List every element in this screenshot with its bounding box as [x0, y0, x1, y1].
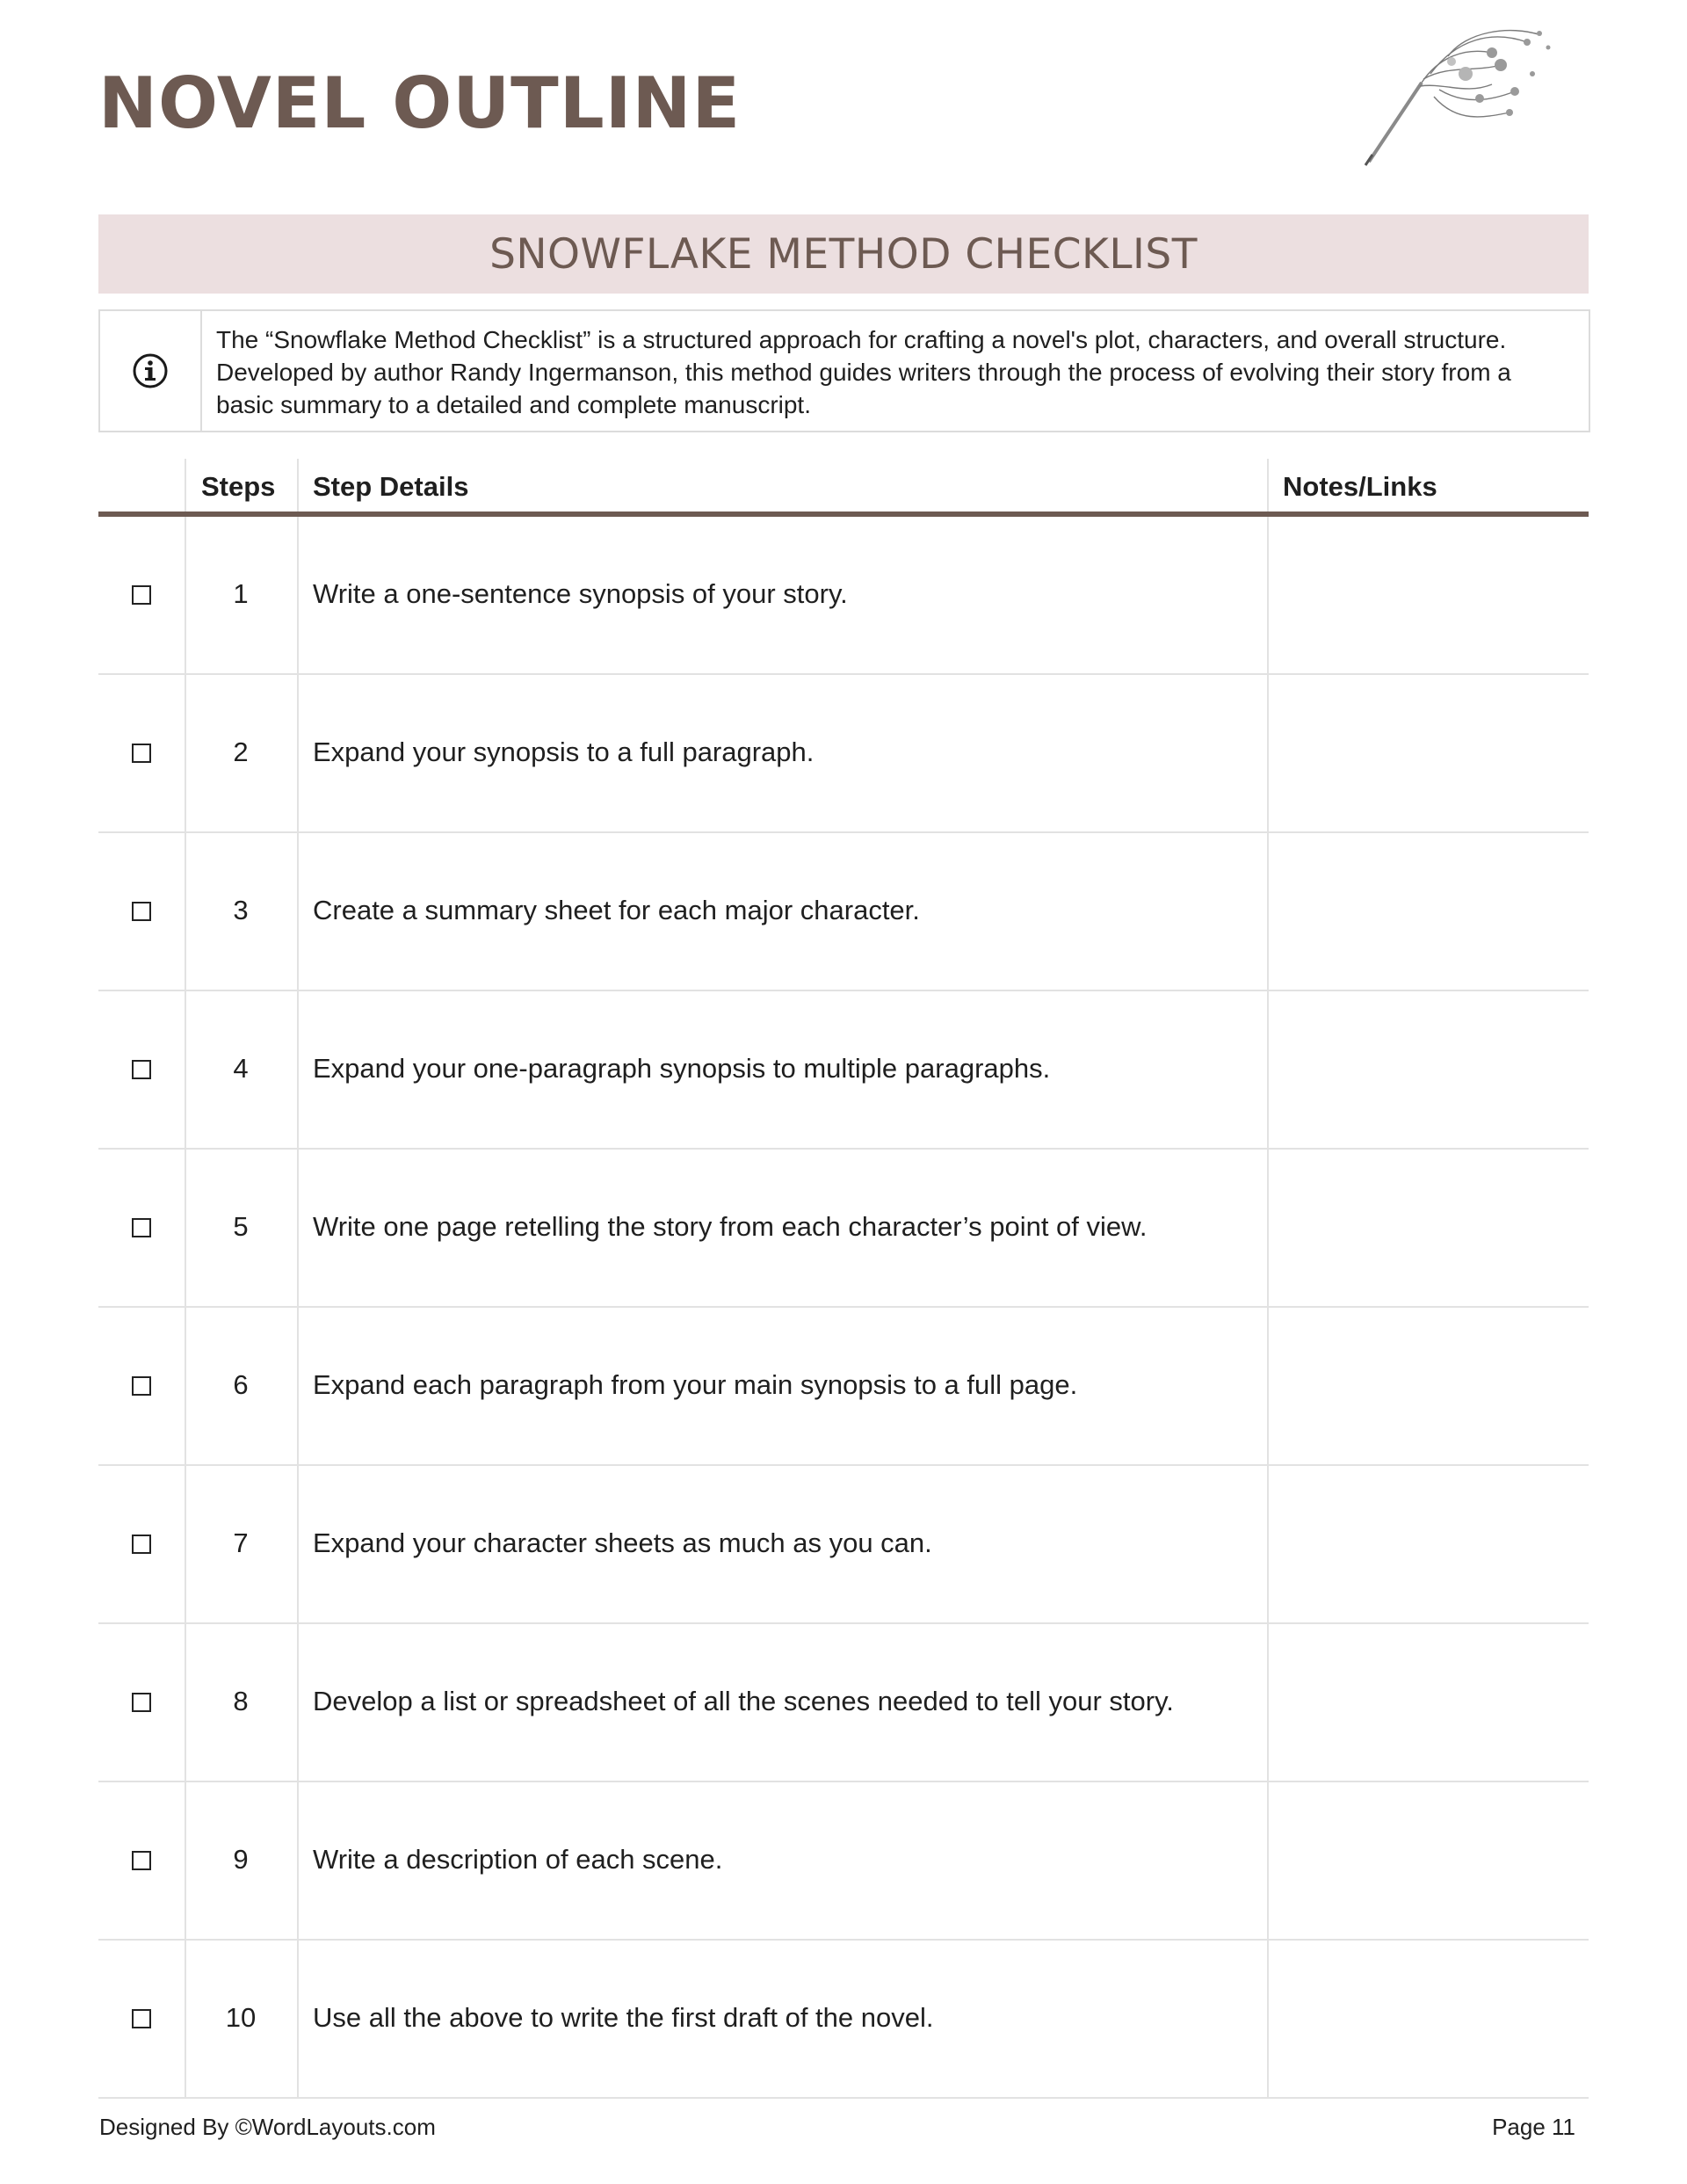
- step-checkbox[interactable]: [132, 1851, 151, 1870]
- pen-sketch-logo-icon: [1360, 21, 1555, 167]
- info-box: [98, 309, 1590, 432]
- step-checkbox[interactable]: [132, 1218, 151, 1237]
- step-detail: Expand your one-paragraph synopsis to multiple paragraphs.: [313, 1053, 1051, 1084]
- step-detail: Write a one-sentence synopsis of your story.: [313, 578, 848, 609]
- column-divider: [297, 459, 299, 512]
- table-row: [98, 675, 1589, 833]
- table-row: [98, 1782, 1589, 1941]
- table-row: [98, 991, 1589, 1150]
- step-number: 5: [233, 1211, 249, 1242]
- step-number: 4: [233, 1053, 249, 1084]
- table-row: [98, 833, 1589, 991]
- step-number: 1: [233, 578, 249, 609]
- info-icon-cell: [100, 311, 202, 431]
- info-text: The “Snowflake Method Checklist” is a structured approach for crafting a novel's plot, characters, and overall structure. Developed by author Randy Ingermanson, this method guides writers through the process of evolving their story from a basic summary to a detailed and complete manuscript.: [216, 326, 1511, 418]
- table-body: [98, 517, 1589, 2099]
- step-checkbox[interactable]: [132, 744, 151, 763]
- header-step-details: Step Details: [313, 471, 469, 502]
- step-detail: Expand your character sheets as much as you can.: [313, 1527, 932, 1558]
- step-number: 9: [233, 1844, 249, 1875]
- step-checkbox[interactable]: [132, 1693, 151, 1712]
- step-number: 8: [233, 1686, 249, 1716]
- step-checkbox[interactable]: [132, 902, 151, 921]
- step-checkbox[interactable]: [132, 1535, 151, 1554]
- section-title: SNOWFLAKE METHOD CHECKLIST: [489, 229, 1198, 279]
- header-steps: Steps: [201, 471, 276, 502]
- table-header: [98, 459, 1589, 517]
- table-row: [98, 517, 1589, 675]
- step-detail: Write a description of each scene.: [313, 1844, 723, 1875]
- column-divider: [185, 459, 186, 512]
- step-checkbox[interactable]: [132, 2009, 151, 2028]
- footer-credit: Designed By ©WordLayouts.com: [99, 2114, 436, 2140]
- step-detail: Expand each paragraph from your main synopsis to a full page.: [313, 1369, 1078, 1400]
- header-notes-links: Notes/Links: [1283, 471, 1437, 502]
- column-divider: [1267, 459, 1269, 512]
- step-number: 7: [233, 1527, 249, 1558]
- step-number: 3: [233, 895, 249, 925]
- checklist-table: [98, 459, 1589, 2099]
- step-detail: Create a summary sheet for each major character.: [313, 895, 920, 925]
- step-checkbox[interactable]: [132, 585, 151, 605]
- step-detail: Expand your synopsis to a full paragraph.: [313, 736, 815, 767]
- section-header: [98, 214, 1589, 294]
- step-detail: Use all the above to write the first draft of the novel.: [313, 2002, 934, 2033]
- step-detail: Write one page retelling the story from each character’s point of view.: [313, 1211, 1148, 1242]
- step-number: 6: [233, 1369, 249, 1400]
- table-row: [98, 1150, 1589, 1308]
- table-row: [98, 1941, 1589, 2099]
- table-row: [98, 1466, 1589, 1624]
- step-checkbox[interactable]: [132, 1060, 151, 1079]
- step-detail: Develop a list or spreadsheet of all the scenes needed to tell your story.: [313, 1686, 1174, 1716]
- step-checkbox[interactable]: [132, 1376, 151, 1396]
- page-title: NOVEL OUTLINE: [98, 62, 742, 144]
- table-row: [98, 1624, 1589, 1782]
- footer-page-number: Page 11: [1492, 2114, 1575, 2140]
- step-number: 10: [225, 2002, 257, 2033]
- table-row: [98, 1308, 1589, 1466]
- step-number: 2: [233, 736, 249, 767]
- info-icon: [132, 352, 169, 389]
